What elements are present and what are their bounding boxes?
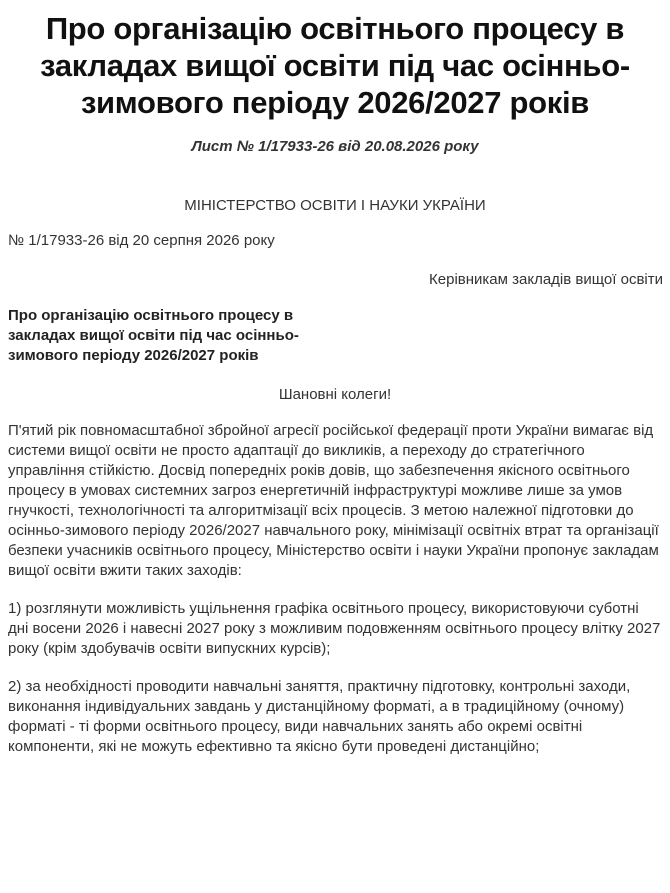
letter-subject: Про організацію освітнього процесу в закладах вищої освіти під час осінньо-зимового періоду 2026/2027 років	[8, 307, 299, 364]
ministry-header: МІНІСТЕРСТВО ОСВІТИ І НАУКИ УКРАЇНИ	[184, 197, 486, 214]
addressee: Керівникам закладів вищої освіти	[429, 271, 663, 288]
document-subtitle: Лист № 1/17933-26 від 20.08.2026 року	[191, 138, 479, 155]
body-paragraph-item-1: 1) розглянути можливість ущільнення графіка освітнього процесу, використовуючи суботні дні восени 2026 і навесні 2027 року з можливим подовженням освітнього процесу влітку 2027 року (крім здобувачів освіти випускних курсів);	[8, 600, 661, 657]
body-paragraph-intro: П'ятий рік повномасштабної збройної агресії російської федерації проти України вимагає від системи вищої освіти не просто адаптації до викликів, а переходу до стратегічного управління стійкістю. Досвід попередніх років довів, що забезпечення якісного освітнього процесу в умовах системних загроз енергетичній інфраструктурі можливе лише за умов гнучкості, технологічності та алгоритмізації всіх процесів. З метою належної підготовки до осінньо-зимового періоду 2026/2027 навчального року, мінімізації освітніх втрат та організації безпеки учасників освітнього процесу, Міністерство освіти і науки України пропонує закладам вищої освіти вжити таких заходів:	[8, 422, 659, 579]
greeting: Шановні колеги!	[278, 386, 392, 403]
body-paragraph-item-2: 2) за необхідності проводити навчальні заняття, практичну підготовку, контрольні заходи, виконання індивідуальних завдань у дистанційному форматі, а в традиційному (очному) форматі - ті форми освітнього процесу, види навчальних занять або окремі освітні компоненти, які не можуть ефективно та якісно бути проведені дистанційно;	[8, 678, 631, 755]
letter-number: № 1/17933-26 від 20 серпня 2026 року	[8, 232, 275, 249]
document-title: Про організацію освітнього процесу в закладах вищої освіти під час осінньо-зимового періоду 2026/2027 років	[40, 11, 630, 120]
